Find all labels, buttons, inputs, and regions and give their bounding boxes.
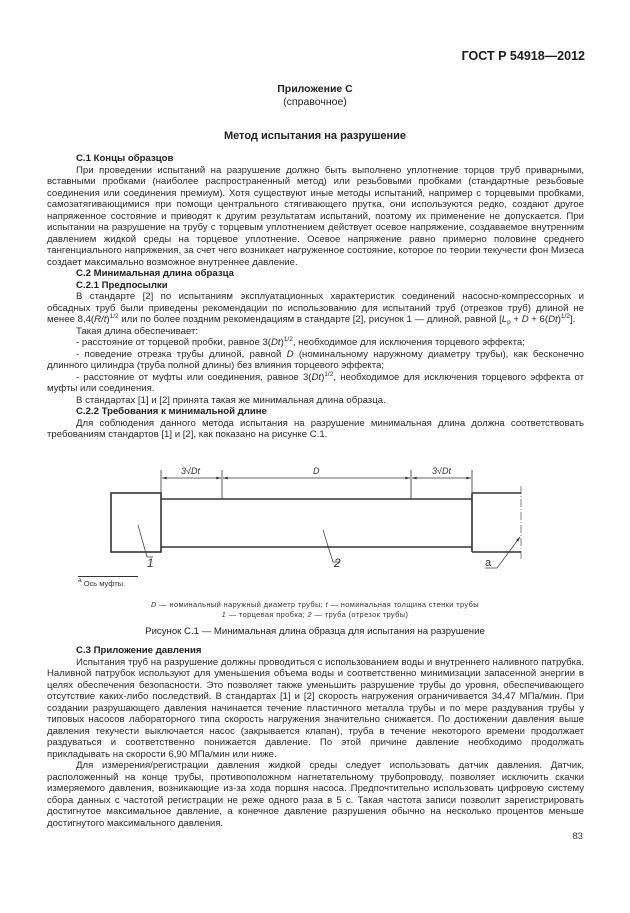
paragraph: Для измерения/регистрации давления жидкой среды следует использовать датчик давления. Датчик, расположенный на конце трубы, противоположном нагнетательному трубопроводу, позволяет исключить скачки измеряемого давления, возникающие из-за хода поршня насоса. Предпочтительно использовать цифровую систему сбора данных с частотой регистрации не реже одного раза в 5 с. Такая частота записи позволит зарегистрировать достигнутое максимальное давление, а конечное давление разрушения обычно на несколько процентов меньше достигнутого максимального давления. bbox=[47, 760, 584, 829]
dimension-middle-label: D bbox=[313, 466, 320, 476]
paragraph: В стандартах [1] и [2] принята такая же минимальная длина образца. bbox=[76, 394, 386, 406]
label-1: 1 bbox=[147, 556, 154, 570]
figure-legend bbox=[0, 600, 630, 620]
paragraph: Испытания труб на разрушение должны проводиться с использованием воды и внутреннего наливного патрубка. Наливной патрубок используют для уменьшения объема воды и соответственно минимизации запасенной энергии в целях обеспечения безопасности. Это позволяет также уменьшить разрушение трубы до уровня, обеспечивающего отсутствие каких-либо последствий. В стандартах [1] и [2] скорость нагружения ограничивается 34,47 МПа/мин. При создании разрушающего давления начинается течение пластичного металла трубы и по мере раздувания трубы у типовых насосов лабораторного типа скорость нагружения значительно снижается. По достижении давления выше давления текучести выключается насос (закрывается клапан), труба в течение некоторого времени продолжает раздуваться и соответственно понижается давление. По этой причине давление необходимо продолжать прикладывать на скорости 6,90 МПа/мин или ниже. bbox=[47, 656, 584, 760]
dimension-right-label: 3√Dt bbox=[432, 466, 451, 476]
annex-type: (справочное) bbox=[283, 96, 347, 108]
legend-line-2: 1 — торцевая пробка; 2 — труба (отрезок трубы) bbox=[221, 610, 409, 619]
list-item: - расстояние от муфты или соединения, равное $3(Dt)^{1/2}$, необходимое для исключения торцевого эффекта от муфты или соединения. bbox=[47, 370, 584, 394]
annex-title: Приложение С bbox=[277, 83, 353, 95]
page-number: 83 bbox=[572, 831, 583, 842]
section-heading-c3: С.3 Приложение давления bbox=[76, 645, 202, 656]
list-item: - поведение отрезка трубы длиной, равной D (номинальному наружному диаметру трубы), как бесконечно длинного цилиндра (труба полной длины) без влияния торцевого эффекта; bbox=[47, 348, 584, 371]
section-heading-c22: С.2.2 Требования к минимальной длине bbox=[76, 406, 267, 417]
section-c3 bbox=[47, 645, 584, 829]
paragraph: Для соблюдения данного метода испытания на разрушение минимальная длина должна соответствовать требованиям стандартов [1] и [2], как показано на рисунке С.1. bbox=[47, 417, 584, 440]
section-heading-c2: С.2 Минимальная длина образца bbox=[76, 268, 234, 279]
paragraph: Такая длина обеспечивает: bbox=[76, 325, 199, 337]
section-heading-c1: С.1 Концы образцов bbox=[76, 153, 174, 164]
label-2: 2 bbox=[334, 556, 341, 570]
footnote-divider bbox=[78, 576, 138, 577]
annex-heading bbox=[0, 83, 630, 109]
dimension-left-label: 3√Dt bbox=[181, 466, 200, 476]
footnote: $^a$ Ось муфты. bbox=[78, 577, 126, 588]
label-a: a bbox=[485, 557, 492, 569]
figure-c1-diagram bbox=[0, 440, 630, 580]
paragraph: При проведении испытаний на разрушение должно быть выполнено уплотнение торцов труб приварными, вставными пробками (наиболее распространенный метод) или резьбовыми пробками (стандартные резьбовые соединения или соединения премиум). Хотя существуют иные методы испытаний, например с торцевыми пробками, самозатягивающимися при помощи центрального стягивающего прутка, они используются редко, создают другое напряженное состояние и приводят к другим результатам испытаний, поэтому их применение не допускается. При испытании на разрушение на трубу с торцевым уплотнением действует осевое напряжение, создаваемое внутренним давлением жидкой среды на торцевое уплотнение. Осевое напряжение равно примерно половине среднего тангенциального напряжения, за счет чего возникает нагруженное состояние, которое по теории текучести фон Мизеса создает максимально возможное внутреннее давление. bbox=[47, 164, 584, 268]
section-c1-c2 bbox=[47, 153, 584, 441]
figure-caption: Рисунок С.1 — Минимальная длина образца для испытания на разрушение bbox=[145, 626, 485, 637]
page-title: Метод испытания на разрушение bbox=[223, 130, 407, 142]
list-item: - расстояние от торцевой пробки, равное $3(Dt)^{1/2}$, необходимое для исключения торцевого эффекта; bbox=[76, 336, 525, 348]
document-code: ГОСТ Р 54918—2012 bbox=[461, 49, 585, 63]
legend-line-1: D — номинальный наружный диаметр трубы; t — номинальная толщина стенки трубы bbox=[151, 600, 479, 609]
section-heading-c21: С.2.1 Предпосылки bbox=[76, 279, 168, 291]
paragraph: В стандарте [2] по испытаниям эксплуатационных характеристик соединений насосно-компрессорных и обсадных труб были приведены рекомендации по использованию для испытаний труб (отрезков труб) длиной не менее $8,4(R/t)^{1/2}$ или по более поздним рекомендациям в стандарте [2], рисунок 1 — длиной, равной $[L_p + D + 6(Dt)^{1/2}]$. bbox=[47, 291, 584, 326]
